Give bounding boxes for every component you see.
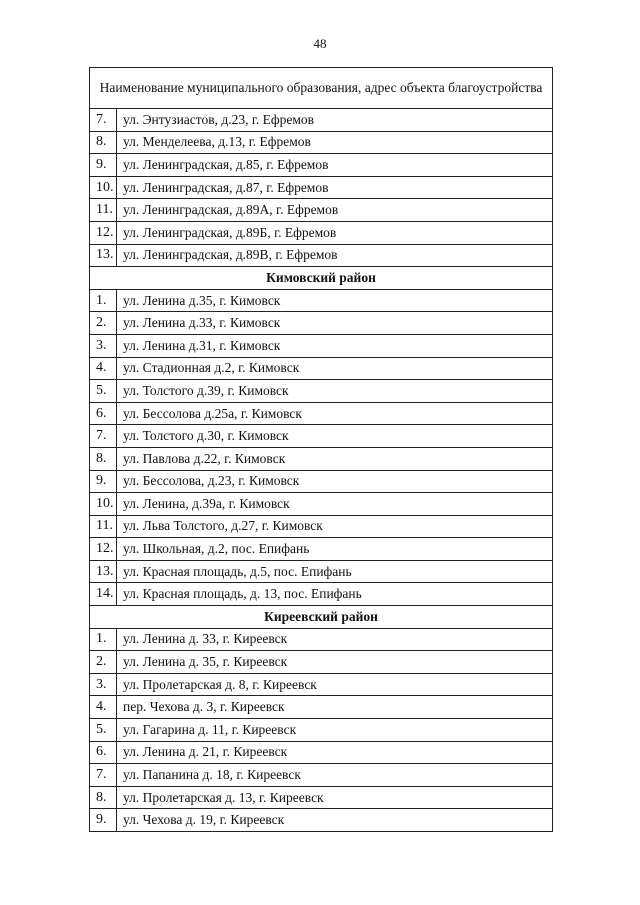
- table-row: [90, 154, 553, 177]
- row-number: 2.: [90, 651, 117, 674]
- table-row: [90, 199, 553, 222]
- table-row: [90, 628, 553, 651]
- table-row: [90, 289, 553, 312]
- table-row: [90, 515, 553, 538]
- row-number: 8.: [90, 447, 117, 470]
- row-address: пер. Чехова д. 3, г. Киреевск: [117, 696, 553, 719]
- row-number: 12.: [90, 538, 117, 561]
- table-row: [90, 402, 553, 425]
- table-row: [90, 651, 553, 674]
- row-address: ул. Школьная, д.2, пос. Епифань: [117, 538, 553, 561]
- table-row: [90, 741, 553, 764]
- row-number: 5.: [90, 719, 117, 742]
- address-table: [89, 67, 553, 832]
- row-number: 13.: [90, 560, 117, 583]
- section-title: Кимовский район: [90, 267, 553, 290]
- row-number: 6.: [90, 402, 117, 425]
- row-address: ул. Ленинградская, д.89В, г. Ефремов: [117, 244, 553, 267]
- row-number: 8.: [90, 786, 117, 809]
- row-address: ул. Ленина д.31, г. Кимовск: [117, 334, 553, 357]
- row-number: 4.: [90, 696, 117, 719]
- row-number: 14.: [90, 583, 117, 606]
- table-row: [90, 131, 553, 154]
- row-address: ул. Ленина, д.39а, г. Кимовск: [117, 493, 553, 516]
- table-row: [90, 244, 553, 267]
- table-row: [90, 696, 553, 719]
- row-number: 5.: [90, 380, 117, 403]
- row-number: 1.: [90, 628, 117, 651]
- page-number: 48: [313, 36, 327, 51]
- row-address: ул. Ленина д. 35, г. Киреевск: [117, 651, 553, 674]
- row-address: ул. Чехова д. 19, г. Киреевск: [117, 809, 553, 832]
- row-number: 3.: [90, 334, 117, 357]
- row-number: 6.: [90, 741, 117, 764]
- row-number: 9.: [90, 809, 117, 832]
- row-address: ул. Стадионная д.2, г. Кимовск: [117, 357, 553, 380]
- row-number: 11.: [90, 199, 117, 222]
- row-number: 1.: [90, 289, 117, 312]
- row-address: ул. Ленина д.35, г. Кимовск: [117, 289, 553, 312]
- row-address: ул. Энтузиастов, д.23, г. Ефремов: [117, 109, 553, 132]
- row-address: ул. Папанина д. 18, г. Киреевск: [117, 764, 553, 787]
- row-address: ул. Бессолова, д.23, г. Кимовск: [117, 470, 553, 493]
- row-number: 7.: [90, 764, 117, 787]
- table-row: [90, 583, 553, 606]
- section-title: Киреевский район: [90, 606, 553, 629]
- row-address: ул. Толстого д.30, г. Кимовск: [117, 425, 553, 448]
- row-address: ул. Ленинградская, д.85, г. Ефремов: [117, 154, 553, 177]
- row-address: ул. Толстого д.39, г. Кимовск: [117, 380, 553, 403]
- row-number: 9.: [90, 470, 117, 493]
- row-number: 7.: [90, 109, 117, 132]
- table-row: [90, 786, 553, 809]
- row-number: 10.: [90, 176, 117, 199]
- table-body: [90, 109, 553, 832]
- table-row: [90, 809, 553, 832]
- table-row: [90, 719, 553, 742]
- row-number: 3.: [90, 673, 117, 696]
- row-number: 7.: [90, 425, 117, 448]
- row-address: ул. Пролетарская д. 8, г. Киреевск: [117, 673, 553, 696]
- table-header-row: [90, 68, 553, 109]
- table-row: [90, 380, 553, 403]
- table-row: [90, 447, 553, 470]
- row-number: 13.: [90, 244, 117, 267]
- table-row: [90, 109, 553, 132]
- table-row: [90, 560, 553, 583]
- row-number: 9.: [90, 154, 117, 177]
- row-address: ул. Гагарина д. 11, г. Киреевск: [117, 719, 553, 742]
- row-number: 12.: [90, 221, 117, 244]
- table-row: [90, 764, 553, 787]
- row-address: ул. Ленина д.33, г. Кимовск: [117, 312, 553, 335]
- row-number: 2.: [90, 312, 117, 335]
- section-row: [90, 267, 553, 290]
- section-row: [90, 606, 553, 629]
- table-row: [90, 221, 553, 244]
- row-number: 11.: [90, 515, 117, 538]
- row-number: 4.: [90, 357, 117, 380]
- table-row: [90, 538, 553, 561]
- table-row: [90, 357, 553, 380]
- row-address: ул. Красная площадь, д.5, пос. Епифань: [117, 560, 553, 583]
- table-row: [90, 673, 553, 696]
- row-address: ул. Бессолова д.25а, г. Кимовск: [117, 402, 553, 425]
- row-address: ул. Красная площадь, д. 13, пос. Епифань: [117, 583, 553, 606]
- row-number: 10.: [90, 493, 117, 516]
- row-address: ул. Ленина д. 33, г. Киреевск: [117, 628, 553, 651]
- row-address: ул. Ленинградская, д.89Б, г. Ефремов: [117, 221, 553, 244]
- row-address: ул. Менделеева, д.13, г. Ефремов: [117, 131, 553, 154]
- row-number: 8.: [90, 131, 117, 154]
- table-header: Наименование муниципального образования, адрес объекта благоустройства: [90, 68, 553, 109]
- row-address: ул. Льва Толстого, д.27, г. Кимовск: [117, 515, 553, 538]
- table-row: [90, 470, 553, 493]
- row-address: ул. Павлова д.22, г. Кимовск: [117, 447, 553, 470]
- table-row: [90, 334, 553, 357]
- table-row: [90, 176, 553, 199]
- row-address: ул. Ленина д. 21, г. Киреевск: [117, 741, 553, 764]
- table-row: [90, 312, 553, 335]
- row-address: ул. Ленинградская, д.87, г. Ефремов: [117, 176, 553, 199]
- row-address: ул. Ленинградская, д.89А, г. Ефремов: [117, 199, 553, 222]
- table-row: [90, 493, 553, 516]
- table-row: [90, 425, 553, 448]
- row-address: ул. Пролетарская д. 13, г. Киреевск: [117, 786, 553, 809]
